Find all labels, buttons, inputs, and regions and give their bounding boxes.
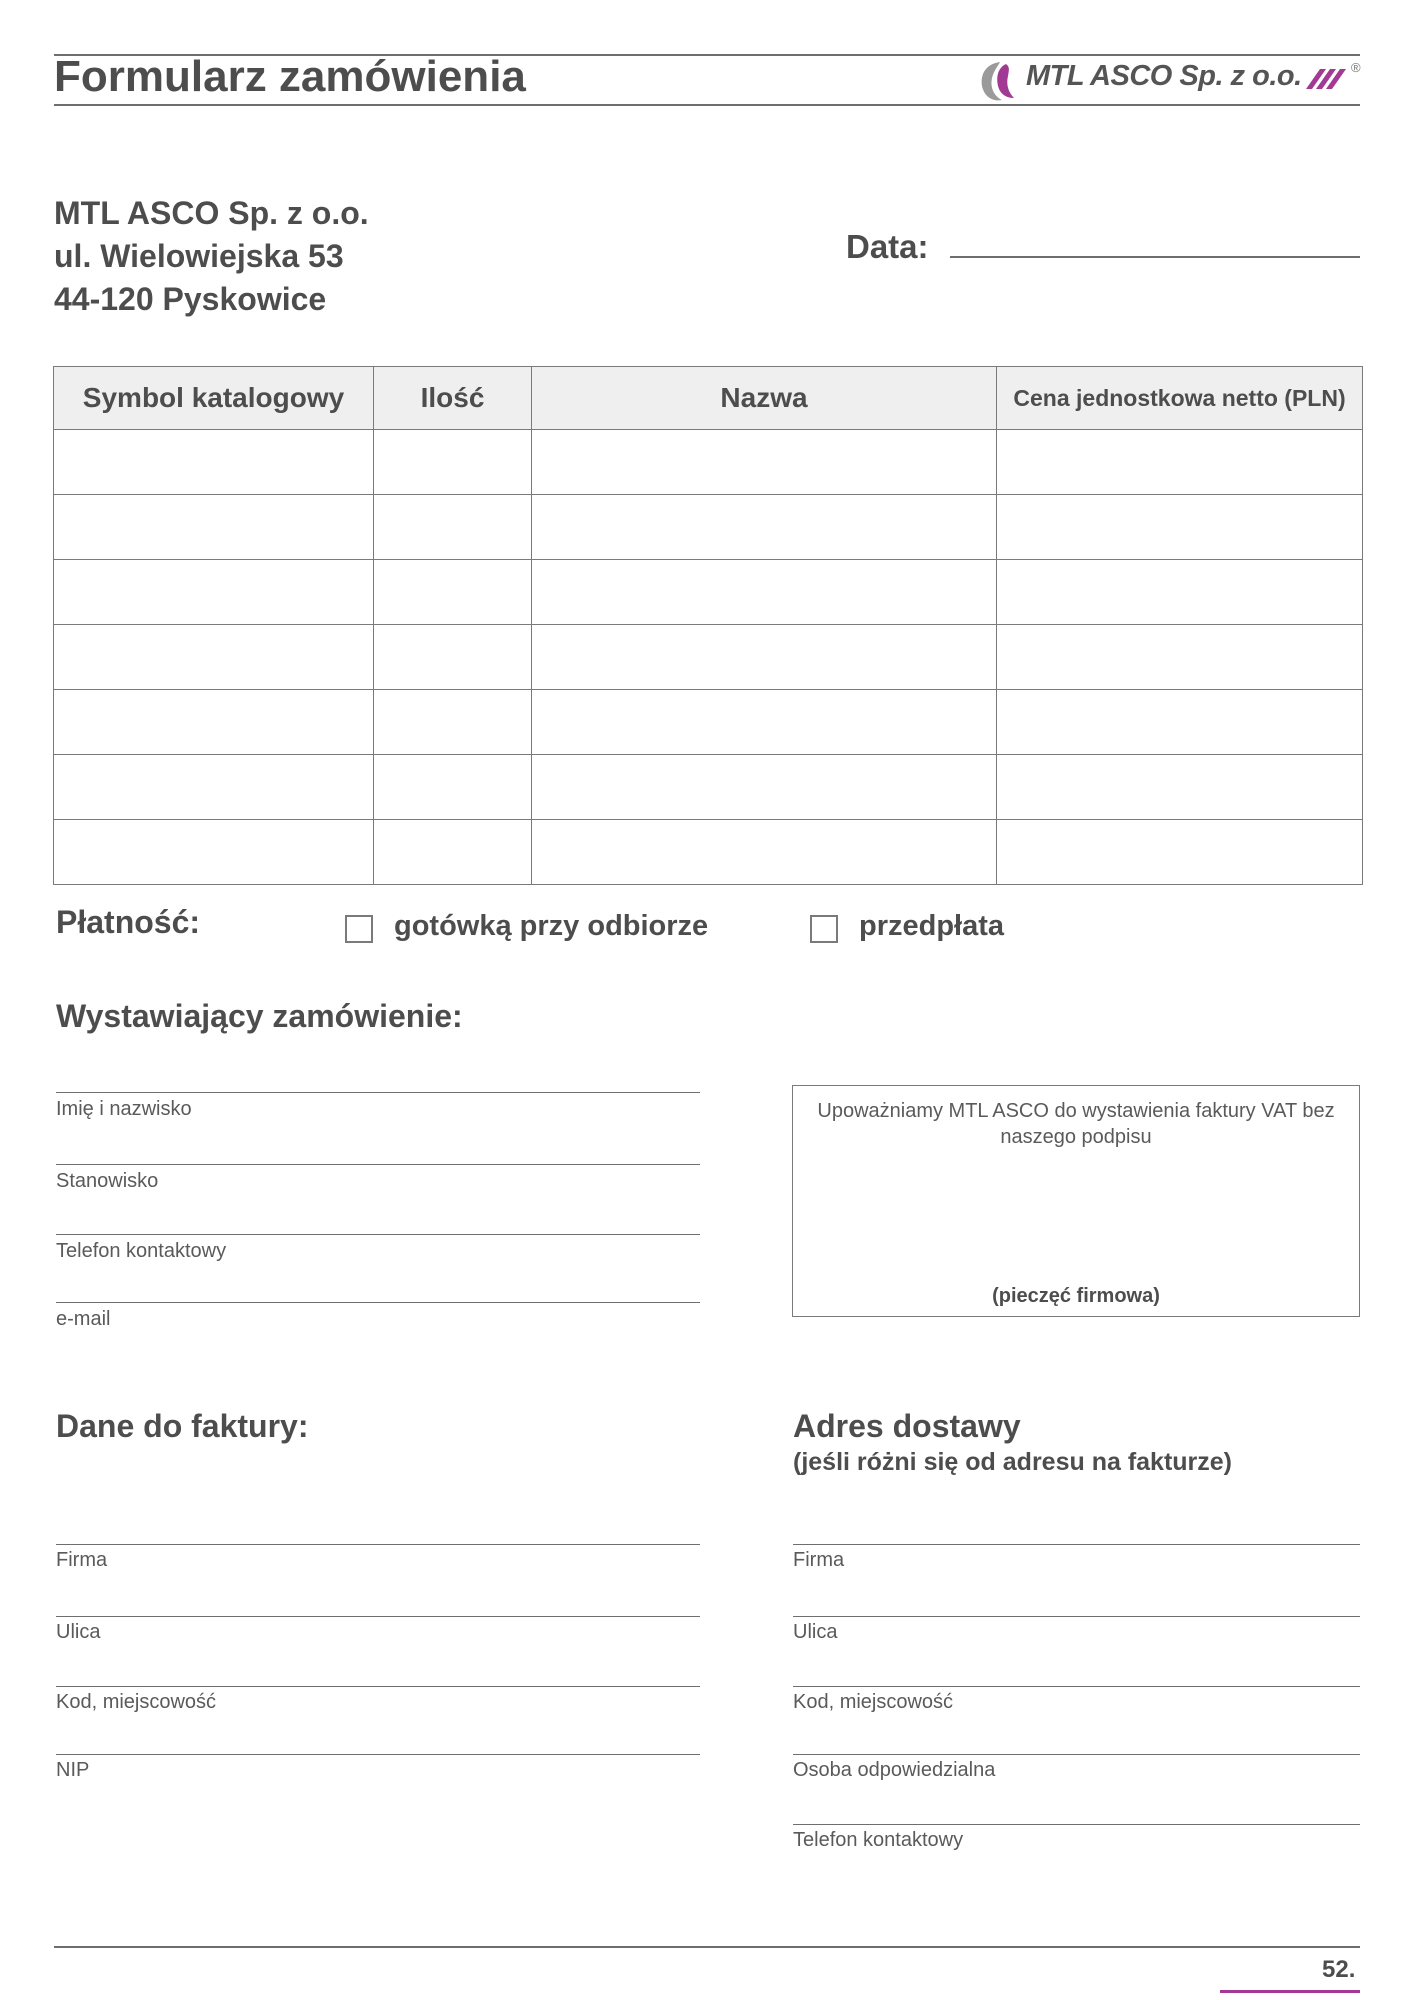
column-header-quantity: Ilość bbox=[374, 367, 532, 430]
issuer-phone-label: Telefon kontaktowy bbox=[56, 1240, 227, 1262]
issuer-name-label: Imię i nazwisko bbox=[56, 1098, 192, 1120]
invoice-company-field[interactable] bbox=[56, 1544, 700, 1545]
table-cell-name[interactable] bbox=[532, 820, 997, 885]
payment-label: Płatność: bbox=[56, 904, 201, 940]
table-cell-unit-price[interactable] bbox=[997, 820, 1363, 885]
table-row bbox=[54, 755, 1363, 820]
table-cell-quantity[interactable] bbox=[374, 820, 532, 885]
logo-mark-icon bbox=[976, 58, 1022, 104]
invoice-postcode-city-label: Kod, miejscowość bbox=[56, 1691, 217, 1713]
table-header-row bbox=[54, 367, 1363, 430]
address-line-company: MTL ASCO Sp. z o.o. bbox=[54, 195, 369, 231]
date-field[interactable] bbox=[950, 256, 1360, 258]
invoice-postcode-city-field[interactable] bbox=[56, 1686, 700, 1687]
table-cell-unit-price[interactable] bbox=[997, 560, 1363, 625]
table-cell-name[interactable] bbox=[532, 690, 997, 755]
delivery-postcode-city-label: Kod, miejscowość bbox=[793, 1691, 954, 1713]
page-title: Formularz zamówienia bbox=[54, 52, 526, 101]
table-row bbox=[54, 820, 1363, 885]
table-cell-symbol[interactable] bbox=[54, 690, 374, 755]
table-cell-unit-price[interactable] bbox=[997, 495, 1363, 560]
table-cell-name[interactable] bbox=[532, 625, 997, 690]
invoice-section-title: Dane do faktury: bbox=[56, 1408, 309, 1444]
delivery-phone-label: Telefon kontaktowy bbox=[793, 1829, 964, 1851]
issuer-name-field[interactable] bbox=[56, 1092, 700, 1093]
table-row bbox=[54, 560, 1363, 625]
issuer-email-field[interactable] bbox=[56, 1302, 700, 1303]
table-cell-symbol[interactable] bbox=[54, 625, 374, 690]
recipient-address bbox=[54, 192, 369, 321]
order-items-table bbox=[53, 366, 1363, 885]
logo-text: MTL ASCO Sp. z o.o. bbox=[1026, 60, 1302, 92]
table-cell-name[interactable] bbox=[532, 430, 997, 495]
logo-chevrons-icon bbox=[1306, 68, 1348, 90]
table-cell-symbol[interactable] bbox=[54, 560, 374, 625]
table-cell-unit-price[interactable] bbox=[997, 755, 1363, 820]
invoice-nip-field[interactable] bbox=[56, 1754, 700, 1755]
registered-mark: ® bbox=[1351, 60, 1361, 75]
option-prepayment-label: przedpłata bbox=[859, 910, 1005, 942]
issuer-phone-field[interactable] bbox=[56, 1234, 700, 1235]
issuer-position-field[interactable] bbox=[56, 1164, 700, 1165]
table-cell-quantity[interactable] bbox=[374, 625, 532, 690]
header-bottom-rule bbox=[54, 104, 1360, 106]
table-cell-quantity[interactable] bbox=[374, 690, 532, 755]
company-stamp-box[interactable] bbox=[792, 1085, 1360, 1317]
delivery-street-field[interactable] bbox=[793, 1616, 1360, 1617]
table-cell-symbol[interactable] bbox=[54, 820, 374, 885]
table-cell-name[interactable] bbox=[532, 755, 997, 820]
delivery-section-title: Adres dostawy bbox=[793, 1408, 1021, 1444]
table-cell-quantity[interactable] bbox=[374, 755, 532, 820]
table-cell-quantity[interactable] bbox=[374, 495, 532, 560]
table-cell-quantity[interactable] bbox=[374, 430, 532, 495]
issuer-section-title: Wystawiający zamówienie: bbox=[56, 998, 463, 1034]
page-number: 52. bbox=[1322, 1956, 1356, 1983]
table-cell-symbol[interactable] bbox=[54, 430, 374, 495]
table-row bbox=[54, 495, 1363, 560]
delivery-company-field[interactable] bbox=[793, 1544, 1360, 1545]
delivery-postcode-city-field[interactable] bbox=[793, 1686, 1360, 1687]
table-row bbox=[54, 430, 1363, 495]
invoice-nip-label: NIP bbox=[56, 1759, 90, 1781]
column-header-name: Nazwa bbox=[532, 367, 997, 430]
table-row bbox=[54, 690, 1363, 755]
delivery-section-subtitle: (jeśli różni się od adresu na fakturze) bbox=[793, 1448, 1233, 1476]
delivery-phone-field[interactable] bbox=[793, 1824, 1360, 1825]
invoice-street-field[interactable] bbox=[56, 1616, 700, 1617]
table-cell-unit-price[interactable] bbox=[997, 625, 1363, 690]
table-cell-quantity[interactable] bbox=[374, 560, 532, 625]
column-header-symbol: Symbol katalogowy bbox=[54, 367, 374, 430]
delivery-company-label: Firma bbox=[793, 1549, 845, 1571]
company-logo bbox=[976, 58, 1366, 104]
table-row bbox=[54, 625, 1363, 690]
table-cell-unit-price[interactable] bbox=[997, 690, 1363, 755]
page-number-accent-line bbox=[1220, 1990, 1360, 1993]
table-cell-symbol[interactable] bbox=[54, 755, 374, 820]
invoice-company-label: Firma bbox=[56, 1549, 108, 1571]
date-label: Data: bbox=[846, 228, 929, 265]
table-cell-name[interactable] bbox=[532, 495, 997, 560]
column-header-unit-price: Cena jednostkowa netto (PLN) bbox=[997, 367, 1363, 430]
checkbox-prepayment[interactable] bbox=[810, 915, 838, 943]
stamp-caption: (pieczęć firmowa) bbox=[992, 1285, 1160, 1307]
footer-rule bbox=[54, 1946, 1360, 1948]
stamp-authorization-text: Upoważniamy MTL ASCO do wystawienia faktury VAT bez naszego podpisu bbox=[817, 1100, 1335, 1148]
delivery-contact-person-label: Osoba odpowiedzialna bbox=[793, 1759, 996, 1781]
option-cash-on-delivery-label: gotówką przy odbiorze bbox=[394, 910, 709, 942]
checkbox-cash-on-delivery[interactable] bbox=[345, 915, 373, 943]
table-cell-unit-price[interactable] bbox=[997, 430, 1363, 495]
invoice-street-label: Ulica bbox=[56, 1621, 101, 1643]
issuer-position-label: Stanowisko bbox=[56, 1170, 159, 1192]
issuer-email-label: e-mail bbox=[56, 1308, 111, 1330]
delivery-contact-person-field[interactable] bbox=[793, 1754, 1360, 1755]
address-line-street: ul. Wielowiejska 53 bbox=[54, 238, 344, 274]
address-line-city: 44-120 Pyskowice bbox=[54, 281, 327, 317]
delivery-street-label: Ulica bbox=[793, 1621, 838, 1643]
table-cell-symbol[interactable] bbox=[54, 495, 374, 560]
table-cell-name[interactable] bbox=[532, 560, 997, 625]
